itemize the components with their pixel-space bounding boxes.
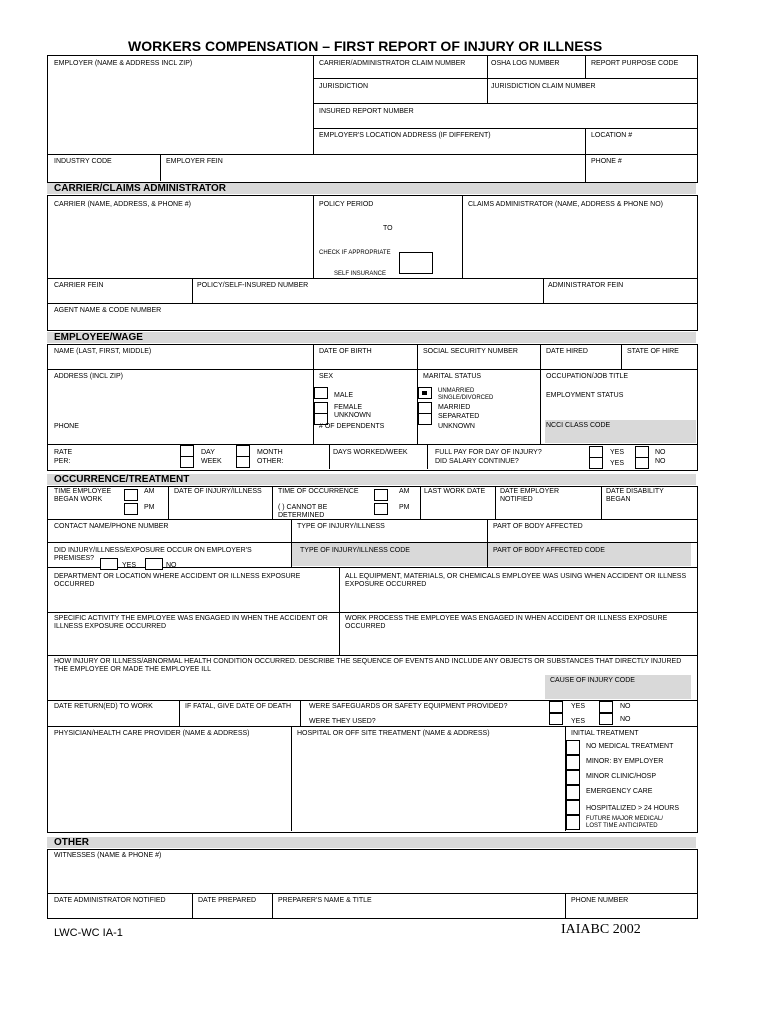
- treatment-employer-checkbox[interactable]: [566, 755, 580, 770]
- ncci-class-label: NCCI CLASS CODE: [546, 422, 611, 429]
- last-work-date-label: LAST WORK DATE: [424, 488, 486, 495]
- policy-number-label: POLICY/SELF-INSURED NUMBER: [197, 282, 309, 289]
- employee-phone-label: PHONE: [54, 423, 79, 430]
- department-label: DEPARTMENT OR LOCATION WHERE ACCIDENT OR ILLNESS EXPOSURE OCCURRED: [54, 573, 301, 588]
- sex-female-label: FEMALE: [334, 404, 363, 411]
- preparer-phone-label: PHONE NUMBER: [571, 897, 629, 904]
- hospital-label: HOSPITAL OR OFF SITE TREATMENT (NAME & ADDRESS): [297, 730, 490, 737]
- safeguards-yes-label: YES: [571, 703, 586, 710]
- sex-label: SEX: [319, 373, 334, 380]
- dependents-label: # OF DEPENDENTS: [319, 423, 385, 430]
- insured-report-label: INSURED REPORT NUMBER: [319, 108, 414, 115]
- carrier-fein-label: CARRIER FEIN: [54, 282, 104, 289]
- form-title: WORKERS COMPENSATION – FIRST REPORT OF INJURY OR ILLNESS: [128, 38, 603, 54]
- report-purpose-label: REPORT PURPOSE CODE: [591, 60, 679, 67]
- used-no-checkbox[interactable]: [599, 713, 613, 725]
- preparer-label: PREPARER'S NAME & TITLE: [278, 897, 372, 904]
- did-occur-label: DID INJURY/ILLNESS/EXPOSURE OCCUR ON EMPLOYER'S PREMISES?: [54, 547, 252, 562]
- premises-yes-label: YES: [122, 562, 137, 569]
- policy-to-label: TO: [383, 225, 393, 232]
- salary-no-checkbox[interactable]: [635, 457, 649, 469]
- full-pay-label: FULL PAY FOR DAY OF INJURY?: [435, 449, 542, 456]
- carrier-name-label: CARRIER (NAME, ADDRESS, & PHONE #): [54, 201, 191, 208]
- marital-married-label: MARRIED: [438, 404, 471, 411]
- agent-label: AGENT NAME & CODE NUMBER: [54, 307, 162, 314]
- marital-unmarried-check-mark: [422, 391, 427, 395]
- treatment-emergency-label: EMERGENCY CARE: [586, 788, 653, 795]
- physician-label: PHYSICIAN/HEALTH CARE PROVIDER (NAME & ADDRESS): [54, 730, 250, 737]
- used-yes-checkbox[interactable]: [549, 713, 563, 725]
- per-day-label: DAY: [201, 449, 215, 456]
- safeguards-yes-checkbox[interactable]: [549, 701, 563, 713]
- state-hire-label: STATE OF HIRE: [627, 348, 679, 355]
- occupation-label: OCCUPATION/JOB TITLE: [546, 373, 629, 380]
- treatment-clinic-label: MINOR CLINIC/HOSP: [586, 773, 657, 780]
- sex-unknown-label: UNKNOWN: [334, 412, 371, 419]
- days-worked-label: DAYS WORKED/WEEK: [333, 449, 408, 456]
- date-return-label: DATE RETURN(ED) TO WORK: [54, 703, 153, 710]
- treatment-future-label-2: LOST TIME ANTICIPATED: [586, 823, 658, 829]
- safeguards-label: WERE SAFEGUARDS OR SAFETY EQUIPMENT PROVIDED?: [309, 703, 508, 710]
- began-pm-checkbox[interactable]: [124, 503, 138, 515]
- salary-yes-checkbox[interactable]: [589, 457, 603, 469]
- date-prepared-label: DATE PREPARED: [198, 897, 257, 904]
- salary-yes-label: YES: [610, 460, 625, 467]
- full-pay-yes-label: YES: [610, 449, 625, 456]
- iaiabc-label: IAIABC 2002: [561, 922, 641, 937]
- date-disability-label: DATE DISABILITY BEGAN: [606, 488, 664, 503]
- how-occurred-label: HOW INJURY OR ILLNESS/ABNORMAL HEALTH CONDITION OCCURRED. DESCRIBE THE SEQUENCE OF EVENTS AND INCLUDE ANY OBJECTS OR SUBSTANCES THAT DIRECTLY INJURED THE EMPLOYEE OR MADE THE EMPLOYEE ILL: [54, 658, 682, 673]
- treatment-emergency-checkbox[interactable]: [566, 785, 580, 800]
- employee-section-header: [47, 332, 696, 343]
- cannot-determine-label: ( ) CANNOT BE DETERMINED: [278, 504, 328, 519]
- occurrence-am-label: AM: [399, 488, 410, 495]
- full-pay-no-label: NO: [655, 449, 666, 456]
- osha-log-label: OSHA LOG NUMBER: [491, 60, 560, 67]
- marital-separated-label: SEPARATED: [438, 413, 480, 420]
- began-pm-label: PM: [144, 504, 155, 511]
- employee-section-title: EMPLOYEE/WAGE: [54, 332, 143, 343]
- part-code-label: PART OF BODY AFFECTED CODE: [493, 547, 605, 554]
- date-hired-label: DATE HIRED: [546, 348, 588, 355]
- salary-continue-label: DID SALARY CONTINUE?: [435, 458, 519, 465]
- treatment-future-checkbox[interactable]: [566, 815, 580, 830]
- check-if-appropriate-label: CHECK IF APPROPRIATE: [319, 250, 391, 256]
- sex-male-label: MALE: [334, 392, 354, 399]
- form-id: LWC-WC IA-1: [54, 927, 123, 939]
- per-other-checkbox[interactable]: [236, 456, 250, 468]
- location-address-label: EMPLOYER'S LOCATION ADDRESS (IF DIFFERENT): [319, 132, 491, 139]
- per-month-label: MONTH: [257, 449, 283, 456]
- occurrence-am-checkbox[interactable]: [374, 489, 388, 501]
- treatment-hospitalized-label: HOSPITALIZED > 24 HOURS: [586, 805, 680, 812]
- cause-code-label: CAUSE OF INJURY CODE: [550, 677, 635, 684]
- sex-male-checkbox[interactable]: [314, 387, 328, 399]
- other-section-title: OTHER: [54, 837, 89, 848]
- other-section-header: [47, 837, 696, 848]
- equipment-label: ALL EQUIPMENT, MATERIALS, OR CHEMICALS EMPLOYEE WAS USING WHEN ACCIDENT OR ILLNESS EXPOSURE OCCURRED: [345, 573, 687, 588]
- occurrence-pm-checkbox[interactable]: [374, 503, 388, 515]
- employer-phone-label: PHONE #: [591, 158, 622, 165]
- industry-code-label: INDUSTRY CODE: [54, 158, 112, 165]
- marital-status-label: MARITAL STATUS: [423, 373, 482, 380]
- used-yes-label: YES: [571, 718, 586, 725]
- time-began-label: TIME EMPLOYEE BEGAN WORK: [54, 488, 112, 503]
- marital-unknown-label: UNKNOWN: [438, 423, 475, 430]
- self-insurance-checkbox[interactable]: [399, 252, 433, 274]
- treatment-hospitalized-checkbox[interactable]: [566, 800, 580, 815]
- marital-single-label: SINGLE/DIVORCED: [438, 395, 494, 401]
- used-label: WERE THEY USED?: [309, 718, 376, 725]
- premises-no-label: NO: [166, 562, 177, 569]
- per-week-checkbox[interactable]: [180, 456, 194, 468]
- employer-fein-label: EMPLOYER FEIN: [166, 158, 223, 165]
- treatment-future-label-1: FUTURE MAJOR MEDICAL/: [586, 816, 664, 822]
- began-am-checkbox[interactable]: [124, 489, 138, 501]
- ssn-label: SOCIAL SECURITY NUMBER: [423, 348, 518, 355]
- admin-fein-label: ADMINISTRATOR FEIN: [548, 282, 624, 289]
- date-admin-notified-label: DATE ADMINISTRATOR NOTIFIED: [54, 897, 166, 904]
- premises-no-checkbox[interactable]: [145, 558, 163, 570]
- date-injury-label: DATE OF INJURY/ILLNESS: [174, 488, 262, 495]
- if-fatal-label: IF FATAL, GIVE DATE OF DEATH: [185, 703, 292, 710]
- witnesses-label: WITNESSES (NAME & PHONE #): [54, 852, 162, 859]
- employment-status-label: EMPLOYMENT STATUS: [546, 392, 624, 399]
- jurisdiction-claim-label: JURISDICTION CLAIM NUMBER: [491, 83, 596, 90]
- claims-admin-label: CLAIMS ADMINISTRATOR (NAME, ADDRESS & PHONE NO): [468, 201, 663, 208]
- rate-label: RATE: [54, 449, 73, 456]
- part-body-label: PART OF BODY AFFECTED: [493, 523, 583, 530]
- began-am-label: AM: [144, 488, 155, 495]
- activity-label: SPECIFIC ACTIVITY THE EMPLOYEE WAS ENGAGED IN WHEN THE ACCIDENT OR ILLNESS EXPOSURE OCCURRED: [54, 615, 328, 630]
- per-label: PER:: [54, 458, 71, 465]
- safeguards-no-checkbox[interactable]: [599, 701, 613, 713]
- treatment-clinic-checkbox[interactable]: [566, 770, 580, 785]
- employee-address-label: ADDRESS (INCL ZIP): [54, 373, 123, 380]
- used-no-label: NO: [620, 716, 631, 723]
- self-insurance-label: SELF INSURANCE: [334, 271, 387, 277]
- date-notified-label: DATE EMPLOYER NOTIFIED: [500, 488, 559, 503]
- marital-unmarried-label: UNMARRIED: [438, 388, 475, 394]
- policy-period-label: POLICY PERIOD: [319, 201, 374, 208]
- treatment-employer-label: MINOR: BY EMPLOYER: [586, 758, 664, 765]
- contact-label: CONTACT NAME/PHONE NUMBER: [54, 523, 169, 530]
- per-week-label: WEEK: [201, 458, 222, 465]
- occurrence-pm-label: PM: [399, 504, 410, 511]
- per-other-label: OTHER:: [257, 458, 284, 465]
- safeguards-no-label: NO: [620, 703, 631, 710]
- employee-name-label: NAME (LAST, FIRST, MIDDLE): [54, 348, 152, 355]
- salary-no-label: NO: [655, 458, 666, 465]
- treatment-none-label: NO MEDICAL TREATMENT: [586, 743, 674, 750]
- jurisdiction-label: JURISDICTION: [319, 83, 368, 90]
- premises-yes-checkbox[interactable]: [100, 558, 118, 570]
- employer-name-label: EMPLOYER (NAME & ADDRESS INCL ZIP): [54, 60, 193, 67]
- work-process-label: WORK PROCESS THE EMPLOYEE WAS ENGAGED IN WHEN ACCIDENT OR ILLNESS EXPOSURE OCCURRED: [345, 615, 668, 630]
- location-number-label: LOCATION #: [591, 132, 633, 139]
- dob-label: DATE OF BIRTH: [319, 348, 372, 355]
- time-occurrence-label: TIME OF OCCURRENCE: [278, 488, 359, 495]
- occurrence-section-title: OCCURRENCE/TREATMENT: [54, 474, 190, 485]
- carrier-section-title: CARRIER/CLAIMS ADMINISTRATOR: [54, 183, 227, 194]
- type-injury-label: TYPE OF INJURY/ILLNESS: [297, 523, 385, 530]
- carrier-claim-number-label: CARRIER/ADMINISTRATOR CLAIM NUMBER: [319, 60, 466, 67]
- marital-separated-checkbox[interactable]: [418, 413, 432, 425]
- type-code-label: TYPE OF INJURY/ILLNESS CODE: [300, 547, 410, 554]
- initial-treatment-label: INITIAL TREATMENT: [571, 730, 639, 737]
- treatment-none-checkbox[interactable]: [566, 740, 580, 755]
